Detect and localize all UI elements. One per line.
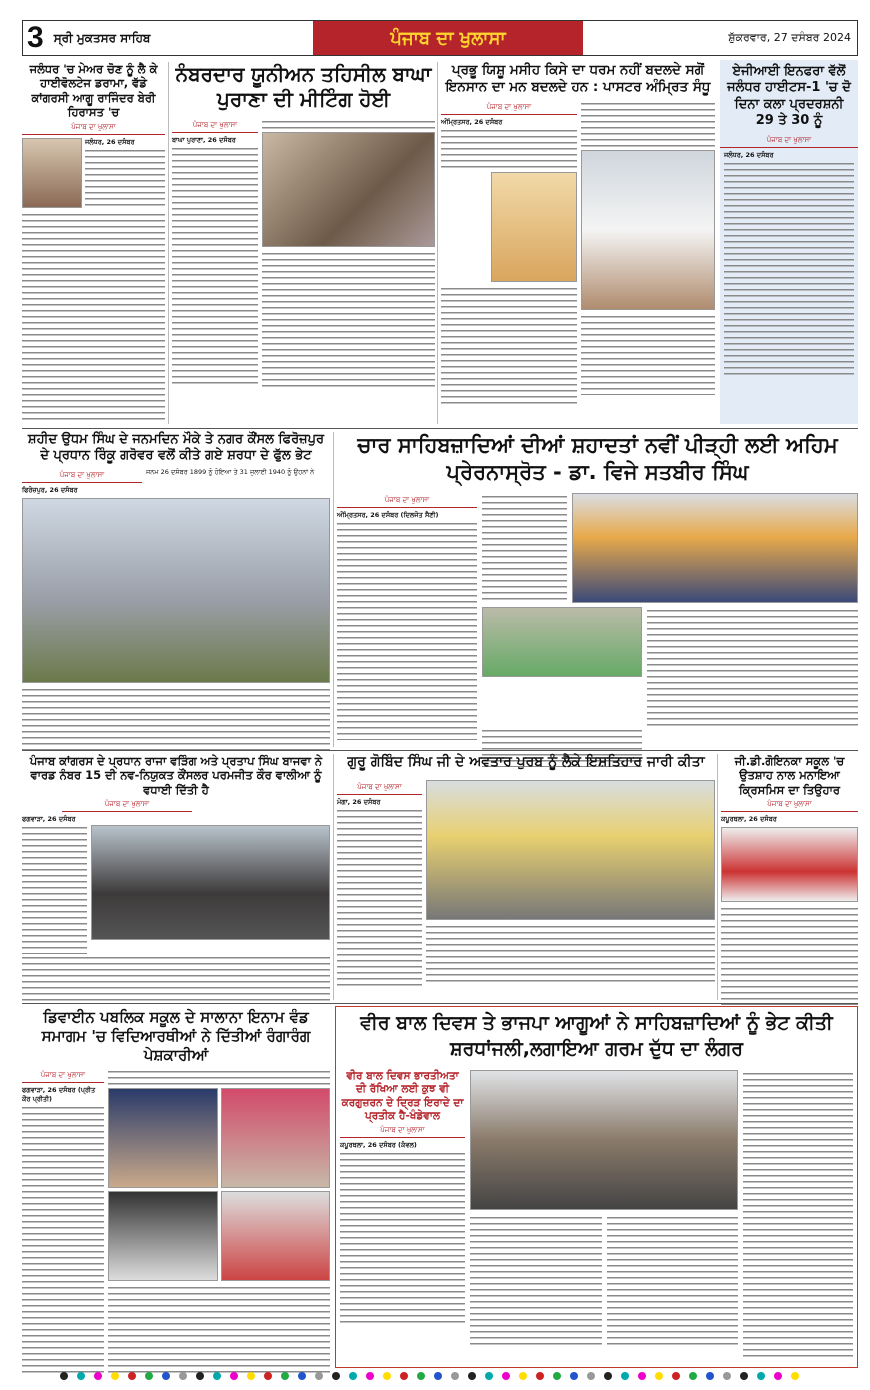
dateline: ਬਾਘਾ ਪੁਰਾਣਾ, 26 ਦਸੰਬਰ [172,136,236,144]
photo [482,607,642,677]
photo [491,172,577,282]
story-char-sahibzade [337,432,858,747]
headline: ਪੰਜਾਬ ਕਾਂਗਰਸ ਦੇ ਪ੍ਰਧਾਨ ਰਾਜਾ ਵੜਿੰਗ ਅਤੇ ਪ੍ਰਤਾਪ ਸਿੰਘ ਬਾਜਵਾ ਨੇ ਵਾਰਡ ਨੰਬਰ 15 ਦੀ ਨਵ-ਨਿਯੁਕਤ ਕੌਂਸਲਰ ਪਰਮਜੀਤ ਕੌਰ ਵਾਲੀਆ ਨੂੰ ਵਧਾਈ ਦਿੱਤੀ ਹੈ [29,754,323,797]
issue-date: ਸ਼ੁੱਕਰਵਾਰ, 27 ਦਸੰਬਰ 2024 [728,31,851,44]
dateline: ਕਪੂਰਥਲਾ, 26 ਦਸੰਬਰ (ਕੰਵਲ) [340,1140,417,1149]
dateline: ਜਲੰਧਰ, 26 ਦਸੰਬਰ [85,137,135,146]
body-text [441,285,577,405]
story-divine-public-school [22,1008,330,1368]
body-text [337,520,477,740]
langar-photo [470,1070,738,1210]
page-number: 3 [27,21,44,54]
headline: ਏਜੀਆਈ ਇਨਫਰਾ ਵੱਲੋਂ ਜਲੰਧਰ ਹਾਈਟਸ-1 'ਚ ਦੋ ਦਿਨਾ ਕਲਾ ਪ੍ਰਦਰਸ਼ਨੀ 29 ਤੇ 30 ਨੂੰ [727,64,851,128]
pastor-photo [581,150,715,310]
headline: ਪ੍ਰਭੂ ਯਿਸ਼ੂ ਮਸੀਹ ਕਿਸੇ ਦਾ ਧਰਮ ਨਹੀਂ ਬਦਲਦੇ ਸਗੋਂ ਇਨਸਾਨ ਦਾ ਮਨ ਬਦਲਦੇ ਹਨ : ਪਾਸਟਰ ਅੰਮ੍ਰਿਤ ਸੰਧੂ [445,62,711,95]
headline: ਚਾਰ ਸਾਹਿਬਜ਼ਾਦਿਆਂ ਦੀਆਂ ਸ਼ਹਾਦਤਾਂ ਨਵੀਂ ਪੀੜ੍ਹੀ ਲਈ ਅਹਿਮ ਪ੍ਰੇਰਨਾਸ੍ਰੋਤ - ਡਾ. ਵਿਜੇ ਸਤਬੀਰ ਸਿੰਘ [357,433,838,485]
dateline: ਅੰਮ੍ਰਿਤਸਰ, 26 ਦਸੰਬਰ [441,117,503,126]
dateline: ਫਗਵਾੜਾ, 26 ਦਸੰਬਰ (ਪ੍ਰੀਤ ਕੌਰ ਪ੍ਰੀਤੀ) [22,1086,96,1104]
photo [108,1088,218,1188]
body-text [581,313,715,395]
body-text [340,1150,465,1325]
headline: ਡਿਵਾਈਨ ਪਬਲਿਕ ਸਕੂਲ ਦੇ ਸਾਲਾਨਾ ਇਨਾਮ ਵੰਡ ਸਮਾਗਮ 'ਚ ਵਿਦਿਆਰਥੀਆਂ ਨੇ ਦਿੱਤੀਆਂ ਰੰਗਾਰੰਗ ਪੇਸ਼ਕਾਰੀਆਂ [41,1008,311,1064]
body-text [108,1284,330,1374]
dateline: ਕਪੂਰਥਲਾ, 26 ਦਸੰਬਰ [721,815,777,824]
story-nambardar-union [172,62,435,424]
christmas-photo [721,827,858,902]
body-text [85,147,165,207]
story-guru-gobind-singh-poster [337,754,715,1000]
photo [22,138,82,208]
dateline: ਫਿਰੋਜ਼ਪੁਰ, 26 ਦਸੰਬਰ [22,485,78,494]
byline: ਪੰਜਾਬ ਦਾ ਖੁਲਾਸਾ [22,1071,104,1083]
photo [91,825,330,940]
story-udham-singh [22,432,330,747]
headline: ਗੁਰੂ ਗੋਬਿੰਦ ਸਿੰਘ ਜੀ ਦੇ ਅਵਤਾਰ ਪੁਰਬ ਨੂੰ ਲੈਕੇ ਇਸ਼ਤਿਹਾਰ ਜਾਰੀ ਕੀਤਾ [347,754,705,770]
headline: ਸ਼ਹੀਦ ਉਧਮ ਸਿੰਘ ਦੇ ਜਨਮਦਿਨ ਮੌਕੇ ਤੇ ਨਗਰ ਕੌਂਸਲ ਫਿਰੋਜ਼ਪੁਰ ਦੇ ਪ੍ਰਧਾਨ ਰਿੰਕੂ ਗਰੋਵਰ ਵਲੋਂ ਕੀਤੇ ਗਏ ਸ਼ਰਧਾ ਦੇ ਫੁੱਲ ਭੇਟ [27,432,325,464]
edition-city: ਸ੍ਰੀ ਮੁਕਤਸਰ ਸਾਹਿਬ [53,30,151,45]
byline: ਪੰਜਾਬ ਦਾ ਖੁਲਾਸਾ [340,1126,465,1138]
byline: ਪੰਜਾਬ ਦਾ ਖੁਲਾਸਾ [172,121,258,133]
dateline: ਮੋਗਾ, 26 ਦਸੰਬਰ [337,797,381,806]
headline: ਜਲੰਧਰ 'ਚ ਮੇਅਰ ਚੋਣ ਨੂੰ ਲੈ ਕੇ ਹਾਈਵੋਲਟੇਜ ਡਰਾਮਾ, ਵੱਡੇ ਕਾਂਗਰਸੀ ਆਗੂ ਰਾਜਿੰਦਰ ਬੇਰੀ ਹਿਰਾਸਤ 'ਚ [29,62,158,120]
dateline: ਜਲੰਧਰ, 26 ਦਸੰਬਰ [724,151,774,159]
story-agi-infra-box [720,60,858,424]
masthead: ਪੰਜਾਬ ਦਾ ਖੁਲਾਸਾ [313,21,583,55]
body-text [743,1070,853,1360]
byline: ਪੰਜਾਬ ਦਾ ਖੁਲਾਸਾ [22,471,142,483]
photo [108,1191,218,1281]
byline: ਪੰਜਾਬ ਦਾ ਖੁਲਾਸਾ [721,800,858,812]
byline: ਪੰਜਾਬ ਦਾ ਖੁਲਾਸਾ [62,800,192,812]
event-photo [572,493,858,603]
body-text [426,923,715,983]
byline: ਪੰਜਾਬ ਦਾ ਖੁਲਾਸਾ [337,783,422,795]
dateline: ਅੰਮ੍ਰਿਤਸਰ, 26 ਦਸੰਬਰ (ਦਿਲਜੋਤ ਸੈਣੀ) [337,510,439,519]
photo [221,1191,331,1281]
byline: ਪੰਜਾਬ ਦਾ ਖੁਲਾਸਾ [22,123,165,135]
meeting-photo [262,132,435,247]
dateline: ਫਗਵਾੜਾ, 26 ਦਸੰਬਰ [22,815,76,824]
story-pastor-amrit-sandhu [441,62,715,424]
story-congress-parmjit-kaur [22,754,330,1000]
body-text [22,954,330,1004]
headline: ਵੀਰ ਬਾਲ ਦਿਵਸ ਤੇ ਭਾਜਪਾ ਆਗੂਆਂ ਨੇ ਸਾਹਿਬਜ਼ਾਦਿਆਂ ਨੂੰ ਭੇਟ ਕੀਤੀ ਸ਼ਰਧਾਂਜਲੀ,ਲਗਾਇਆ ਗਰਮ ਦੁੱਧ ਦਾ ਲੰਗਰ [360,1012,833,1060]
story-veer-bal-divas [335,1006,858,1368]
color-registration-marks [60,1372,799,1380]
lead-text: ਜਨਮ 26 ਦਸੰਬਰ 1899 ਨੂੰ ਹੋਇਆ ਤੇ 31 ਜੁਲਾਈ 1940 ਨੂੰ ਉਹਨਾਂ ਨੇ [146,467,315,476]
page-header [22,20,858,56]
body-text [262,250,435,390]
body-text [721,905,858,1005]
headline: ਜੀ.ਡੀ.ਗੋਇਨਕਾ ਸਕੂਲ 'ਚ ਉਤਸ਼ਾਹ ਨਾਲ ਮਨਾਇਆ ਕ੍ਰਿਸਮਿਸ ਦਾ ਤਿਉਹਾਰ [734,754,845,797]
body-text [724,160,854,375]
poster-release-photo [426,780,715,920]
body-text [22,686,330,751]
headline: ਨੰਬਰਦਾਰ ਯੂਨੀਅਨ ਤਹਿਸੀਲ ਬਾਘਾ ਪੁਰਾਣਾ ਦੀ ਮੀਟਿੰਗ ਹੋਈ [175,62,432,111]
byline: ਪੰਜਾਬ ਦਾ ਖੁਲਾਸਾ [441,103,577,115]
byline: ਪੰਜਾਬ ਦਾ ਖੁਲਾਸਾ [337,496,477,508]
photo [221,1088,331,1188]
body-text [22,211,165,421]
story-jalandhar-mayor [22,62,165,424]
byline: ਪੰਜਾਬ ਦਾ ਖੁਲਾਸਾ [720,136,858,148]
body-text [172,145,258,385]
subheadline: ਵੀਰ ਬਾਲ ਦਿਵਸ ਭਾਰਤੀਅਤਾ ਦੀ ਰੱਖਿਆ ਲਈ ਕੁਝ ਵੀ ਕਰਗੁਜ਼ਰਨ ਦੇ ਦ੍ਰਿੜ ਇਰਾਦੇ ਦਾ ਪ੍ਰਤੀਕ ਹੈ-ਖੰਡੇਵਾਲ [341,1070,464,1122]
body-text [337,807,422,987]
event-photo [22,498,330,683]
body-text [22,1104,104,1374]
story-gd-goenka-christmas [721,754,858,1000]
